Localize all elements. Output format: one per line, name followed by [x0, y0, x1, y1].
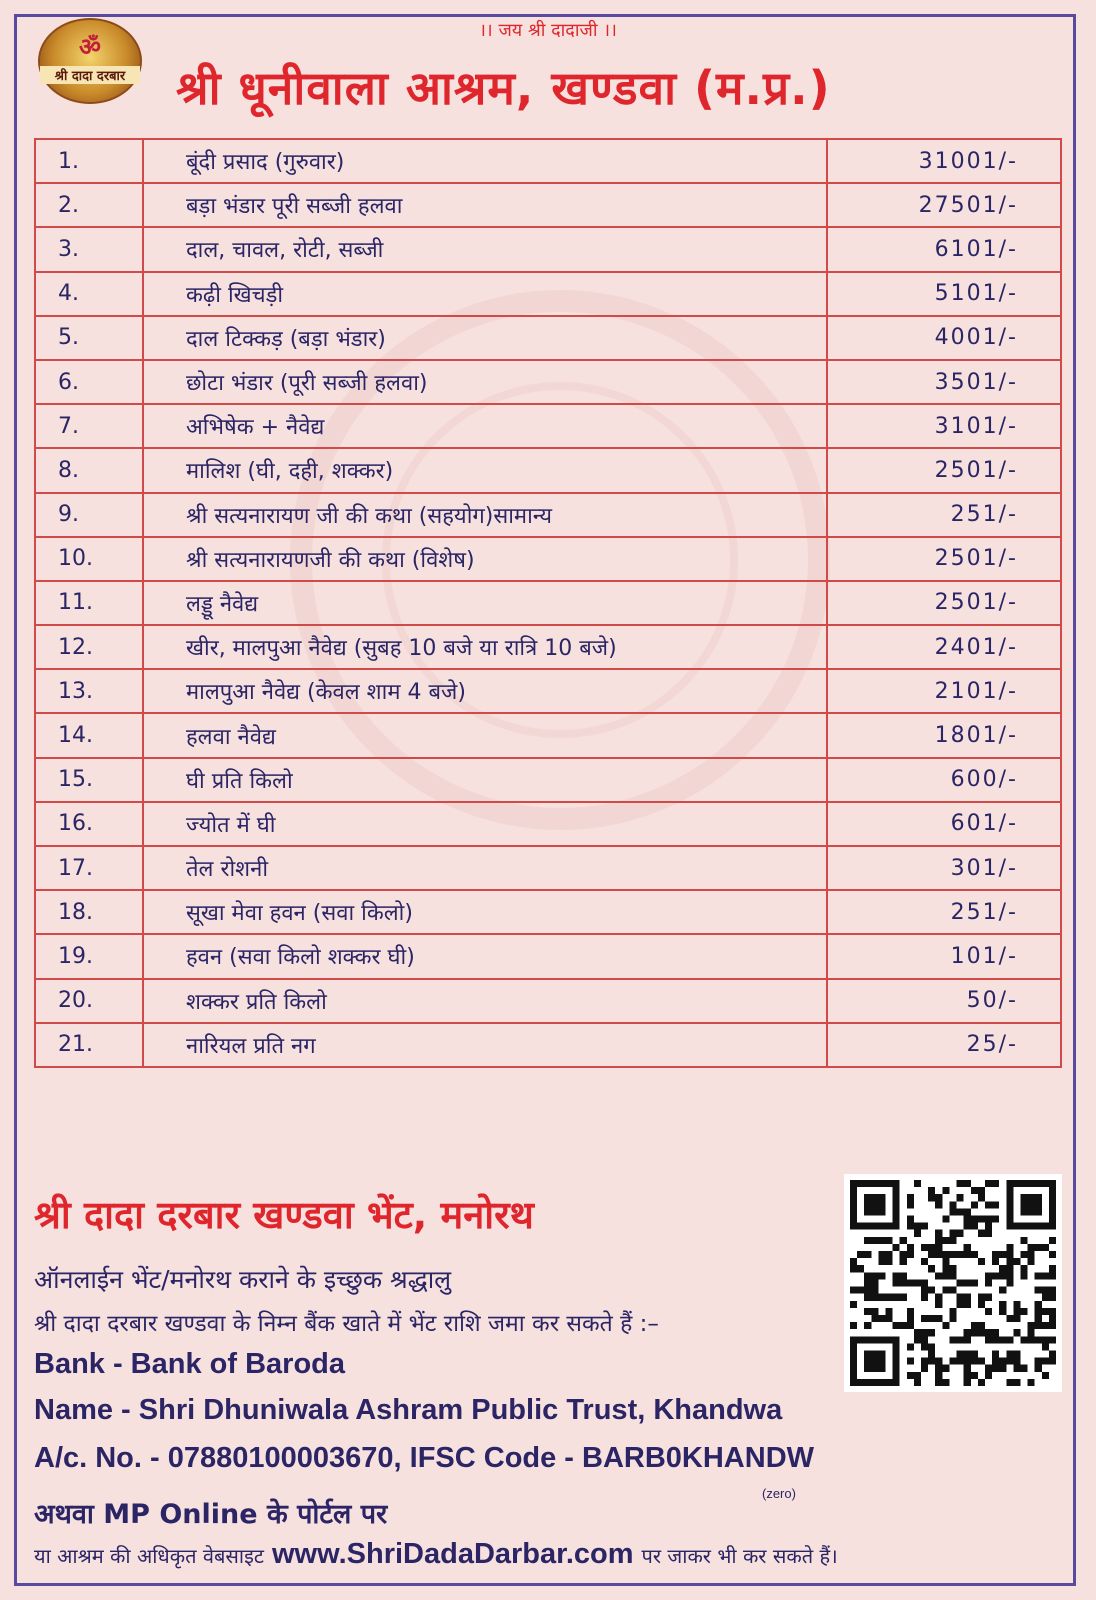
website-line [34, 1538, 838, 1571]
seva-price: 2401/- [827, 625, 1061, 669]
table-row [35, 360, 1061, 404]
ifsc-zero-note: (zero) [762, 1486, 796, 1501]
seva-price: 2501/- [827, 537, 1061, 581]
table-row [35, 448, 1061, 492]
seva-price: 2501/- [827, 448, 1061, 492]
table-row [35, 802, 1061, 846]
seva-price: 301/- [827, 846, 1061, 890]
seva-item: खीर, मालपुआ नैवेद्य (सुबह 10 बजे या रात्रि 10 बजे) [143, 625, 827, 669]
website-pre-text: या आश्रम की अधिकृत वेबसाइट [34, 1544, 264, 1568]
row-number: 17. [35, 846, 143, 890]
row-number: 10. [35, 537, 143, 581]
website-post-text: पर जाकर भी कर सकते हैं। [641, 1544, 838, 1568]
row-number: 18. [35, 890, 143, 934]
seva-price: 25/- [827, 1023, 1061, 1067]
table-row [35, 846, 1061, 890]
seva-price: 601/- [827, 802, 1061, 846]
seva-item: दाल, चावल, रोटी, सब्जी [143, 227, 827, 271]
seva-item: मालिश (घी, दही, शक्कर) [143, 448, 827, 492]
table-row [35, 227, 1061, 271]
online-bhent-line: ऑनलाईन भेंट/मनोरथ कराने के इच्छुक श्रद्धालु [34, 1265, 452, 1294]
seva-item: ज्योत में घी [143, 802, 827, 846]
row-number: 1. [35, 139, 143, 183]
seva-price-table [34, 138, 1062, 1068]
seva-price: 251/- [827, 493, 1061, 537]
row-number: 7. [35, 404, 143, 448]
row-number: 14. [35, 713, 143, 757]
seva-item: नारियल प्रति नग [143, 1023, 827, 1067]
jay-shri-dadaji-header: ।। जय श्री दादाजी ।। [479, 20, 617, 41]
table-row [35, 537, 1061, 581]
logo-om-symbol: ॐ [79, 33, 101, 61]
table-row [35, 272, 1061, 316]
website-link[interactable]: www.ShriDadaDarbar.com [271, 1538, 634, 1570]
seva-price: 3501/- [827, 360, 1061, 404]
table-row [35, 581, 1061, 625]
row-number: 11. [35, 581, 143, 625]
seva-item: घी प्रति किलो [143, 758, 827, 802]
seva-price: 31001/- [827, 139, 1061, 183]
seva-item: बड़ा भंडार पूरी सब्जी हलवा [143, 183, 827, 227]
table-row [35, 979, 1061, 1023]
row-number: 3. [35, 227, 143, 271]
seva-item: अभिषेक + नैवेद्य [143, 404, 827, 448]
seva-item: मालपुआ नैवेद्य (केवल शाम 4 बजे) [143, 669, 827, 713]
table-row [35, 934, 1061, 978]
seva-item: श्री सत्यनारायणजी की कथा (विशेष) [143, 537, 827, 581]
seva-item: लड्डू नैवेद्य [143, 581, 827, 625]
mp-online-line: अथवा MP Online के पोर्टल पर [34, 1499, 388, 1530]
seva-price: 27501/- [827, 183, 1061, 227]
bank-name: Bank - Bank of Baroda [34, 1348, 345, 1380]
seva-item: बूंदी प्रसाद (गुरुवार) [143, 139, 827, 183]
table-row [35, 890, 1061, 934]
table-row [35, 404, 1061, 448]
row-number: 9. [35, 493, 143, 537]
qr-code-icon [844, 1174, 1062, 1392]
seva-price: 50/- [827, 979, 1061, 1023]
dada-darbar-logo-icon [38, 18, 142, 104]
table-row [35, 139, 1061, 183]
seva-item: तेल रोशनी [143, 846, 827, 890]
seva-price: 600/- [827, 758, 1061, 802]
table-row [35, 625, 1061, 669]
seva-price: 6101/- [827, 227, 1061, 271]
row-number: 16. [35, 802, 143, 846]
seva-price: 2101/- [827, 669, 1061, 713]
seva-price: 2501/- [827, 581, 1061, 625]
seva-price: 4001/- [827, 316, 1061, 360]
seva-item: छोटा भंडार (पूरी सब्जी हलवा) [143, 360, 827, 404]
seva-item: सूखा मेवा हवन (सवा किलो) [143, 890, 827, 934]
logo-text: श्री दादा दरबार [40, 66, 140, 84]
table-row [35, 713, 1061, 757]
seva-item: शक्कर प्रति किलो [143, 979, 827, 1023]
row-number: 5. [35, 316, 143, 360]
table-row [35, 316, 1061, 360]
row-number: 6. [35, 360, 143, 404]
table-row [35, 669, 1061, 713]
table-row [35, 1023, 1061, 1067]
row-number: 12. [35, 625, 143, 669]
bank-deposit-line: श्री दादा दरबार खण्डवा के निम्न बैंक खाते में भेंट राशि जमा कर सकते हैं :– [34, 1311, 659, 1337]
row-number: 19. [35, 934, 143, 978]
account-holder-name: Name - Shri Dhuniwala Ashram Public Trust, Khandwa [34, 1394, 783, 1426]
seva-item: हवन (सवा किलो शक्कर घी) [143, 934, 827, 978]
seva-item: श्री सत्यनारायण जी की कथा (सहयोग)सामान्य [143, 493, 827, 537]
page-title: श्री धूनीवाला आश्रम, खण्डवा (म.प्र.) [176, 61, 831, 115]
seva-price: 251/- [827, 890, 1061, 934]
seva-price: 5101/- [827, 272, 1061, 316]
bhent-section-title: श्री दादा दरबार खण्डवा भेंट, मनोरथ [34, 1193, 534, 1237]
seva-item: कढ़ी खिचड़ी [143, 272, 827, 316]
seva-item: दाल टिक्कड़ (बड़ा भंडार) [143, 316, 827, 360]
row-number: 20. [35, 979, 143, 1023]
row-number: 4. [35, 272, 143, 316]
table-row [35, 183, 1061, 227]
seva-item: हलवा नैवेद्य [143, 713, 827, 757]
seva-price: 3101/- [827, 404, 1061, 448]
table-row [35, 493, 1061, 537]
account-number-ifsc: A/c. No. - 07880100003670, IFSC Code - BARB0KHANDW [34, 1442, 815, 1474]
seva-price: 1801/- [827, 713, 1061, 757]
row-number: 21. [35, 1023, 143, 1067]
seva-price: 101/- [827, 934, 1061, 978]
row-number: 15. [35, 758, 143, 802]
row-number: 8. [35, 448, 143, 492]
table-row [35, 758, 1061, 802]
row-number: 2. [35, 183, 143, 227]
row-number: 13. [35, 669, 143, 713]
